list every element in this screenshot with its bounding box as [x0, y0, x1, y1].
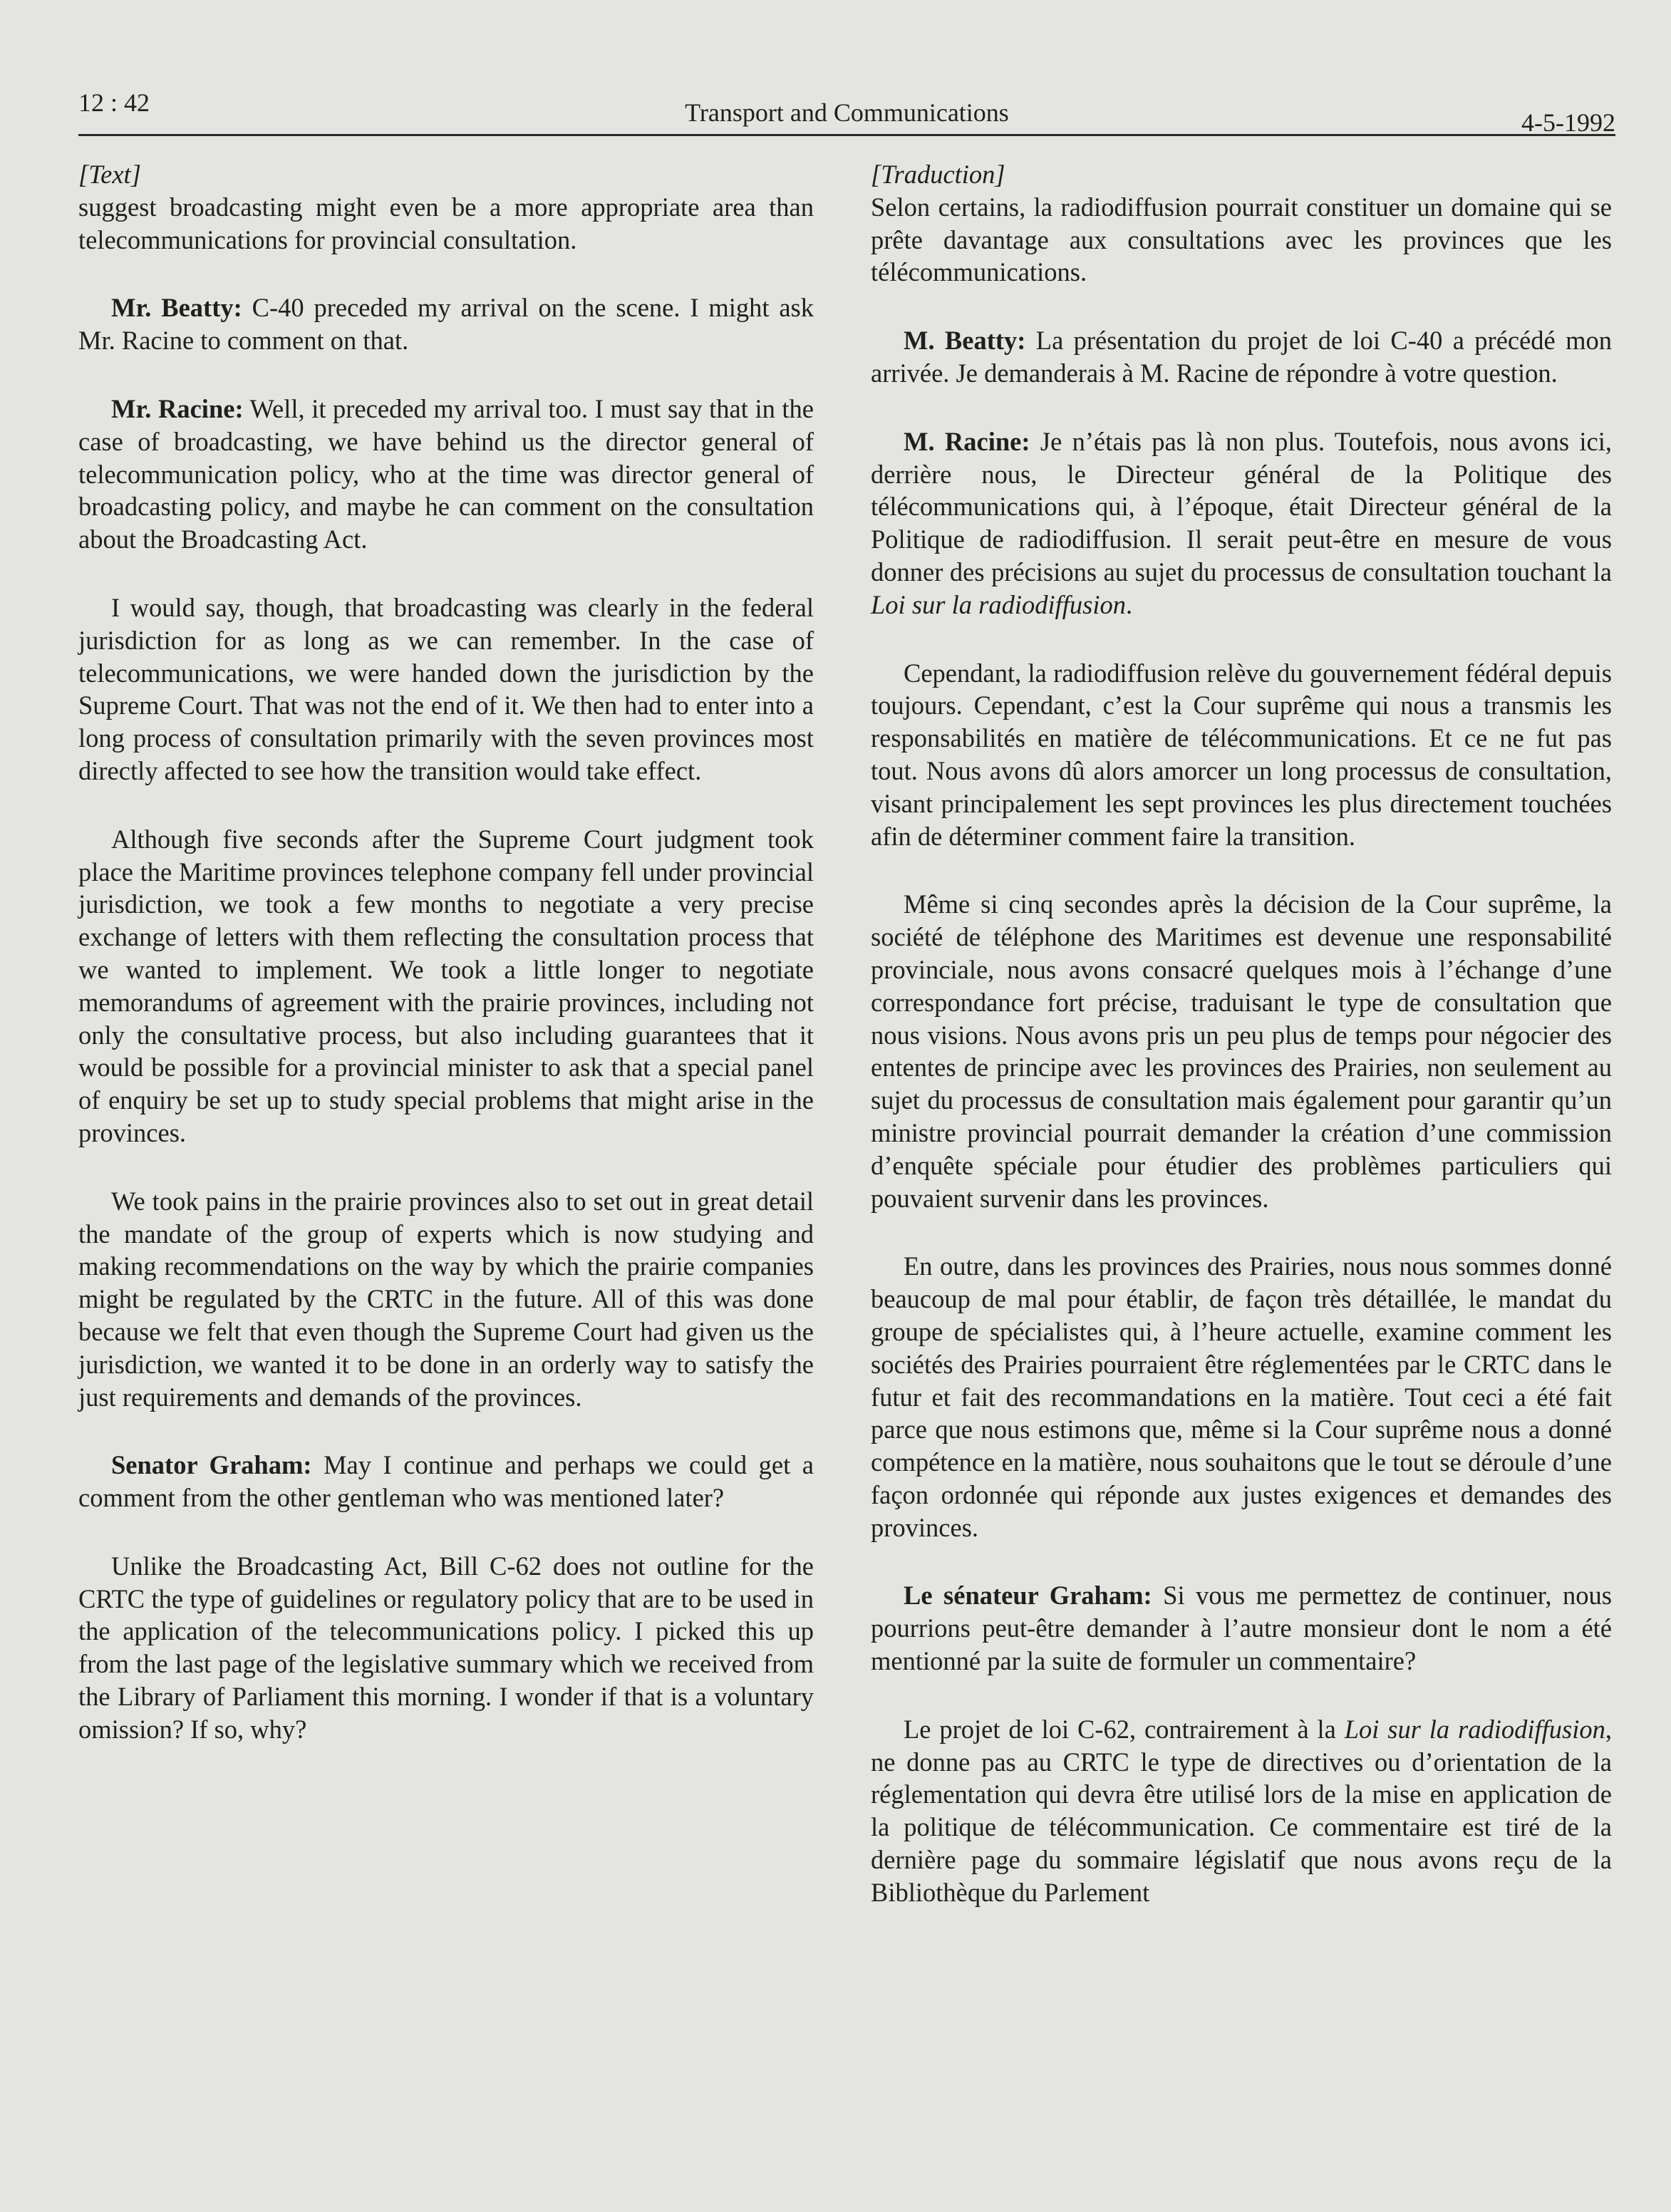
speaker-paragraph: Le sénateur Graham: Si vous me permettez de continuer, nous pourrions peut-être demander à l’autre monsieur dont le nom a été mentionné par la suite de formuler un commentaire?: [871, 1581, 1612, 1676]
language-tag: [Text]: [78, 160, 141, 189]
speaker-paragraph: Mr. Racine: Well, it preceded my arrival too. I must say that in the case of broadcasting, we have behind us the director general of telecommunication policy, who at the time was director general of broadcasting policy, and maybe he can comment on the consultation about the Broadcasting Act.: [78, 393, 814, 554]
speaker-paragraph: Mr. Beatty: C-40 preceded my arrival on the scene. I might ask Mr. Racine to comment on that.: [78, 293, 814, 356]
page-header: [78, 80, 1615, 136]
speaker-paragraph: M. Racine: Je n’étais pas là non plus. Toutefois, nous avons ici, derrière nous, le Directeur général de la Politique des télécommunications qui, à l’époque, était Directeur général de la Politique de radiodiffusion. Il serait peut-être en mesure de vous donner des précisions au sujet du processus de consultation touchant la Loi sur la radiodiffusion.: [871, 426, 1613, 619]
issue-date: 4-5-1992: [1521, 108, 1615, 137]
paragraph: Cependant, la radiodiffusion relève du gouvernement fédéral depuis toujours. Cependant, c’est la Cour suprême qui nous a transmis les responsabilités en matière de télécommunications. Et ce ne fut pas tout. Nous avons dû alors amorcer un long processus de consultation, visant principalement les sept provinces les plus directement touchées afin de déterminer comment faire la transition.: [871, 658, 1612, 851]
paragraph: We took pains in the prairie provinces also to set out in great detail the mandate of the group of experts which is now studying and making recommendations on the way by which the prairie companies might be regulated by the CRTC in the future. All of this was done because we felt that even though the Supreme Court had given us the jurisdiction, we wanted it to be done in an orderly way to satisfy the just requirements and demands of the provinces.: [78, 1186, 814, 1412]
language-tag: [Traduction]: [871, 160, 1005, 189]
paragraph: Selon certains, la radiodiffusion pourrait constituer un domaine qui se prête davantage aux consultations avec les provinces que les télécommunications.: [871, 192, 1612, 287]
speaker-paragraph: Senator Graham: May I continue and perhaps we could get a comment from the other gentleman who was mentioned later?: [78, 1450, 814, 1513]
french-column: [871, 158, 1612, 1945]
speaker-name: Mr. Beatty:: [111, 293, 242, 323]
speaker-name: Senator Graham:: [111, 1450, 312, 1480]
speaker-name: Le sénateur Graham:: [904, 1581, 1152, 1611]
speaker-name: M. Racine:: [904, 426, 1030, 456]
paragraph: En outre, dans les provinces des Prairies, nous nous sommes donné beaucoup de mal pour établir, de façon très détaillée, le mandat du groupe de spécialistes qui, à l’heure actuelle, examine comment les sociétés des Prairies pourraient être réglementées par le CRTC dans le futur et fait des recommandations en la matière. Tout ceci a été fait parce que nous estimons que, même si la Cour suprême nous a donné compétence en la matière, nous souhaitons que le tout se déroule d’une façon ordonnée qui réponde aux justes exigences et demandes des provinces.: [871, 1251, 1612, 1542]
paragraph: Le projet de loi C-62, contrairement à la Loi sur la radiodiffusion, ne donne pas au CRTC le type de directives ou d’orientation de la réglementation qui devra être utilisé lors de la mise en application de la politique de télécommunication. Ce commentaire est tiré de la dernière page du sommaire législatif que nous avons reçu de la Bibliothèque du Parlement: [871, 1714, 1612, 1907]
page-number: 12 : 42: [78, 88, 150, 117]
speaker-name: M. Beatty:: [904, 326, 1026, 356]
english-column: [78, 158, 814, 1782]
running-title: Transport and Communications: [685, 98, 1009, 127]
paragraph: Although five seconds after the Supreme Court judgment took place the Maritime provinces telephone company fell under provincial jurisdiction, we took a few months to negotiate a very precise exchange of letters with them reflecting the consultation process that we wanted to implement. We took a little longer to negotiate memorandums of agreement with the prairie provinces, including not only the consultative process, but also including guarantees that it would be possible for a provincial minister to ask that a special panel of enquiry be set up to study special problems that might arise in the provinces.: [78, 824, 814, 1147]
paragraph: I would say, though, that broadcasting was clearly in the federal jurisdiction for as long as we can remember. In the case of telecommunications, we were handed down the jurisdiction by the Supreme Court. That was not the end of it. We then had to enter into a long process of consultation primarily with the seven provinces most directly affected to see how the transition would take effect.: [78, 592, 814, 785]
paragraph: suggest broadcasting might even be a more appropriate area than telecommunications for provincial consultation.: [78, 192, 814, 254]
paragraph: Unlike the Broadcasting Act, Bill C-62 does not outline for the CRTC the type of guidelines or regulatory policy that are to be used in the application of the telecommunications policy. I picked this up from the last page of the legislative summary which we received from the Library of Parliament this morning. I wonder if that is a voluntary omission? If so, why?: [78, 1551, 814, 1744]
speaker-paragraph: M. Beatty: La présentation du projet de loi C-40 a précédé mon arrivée. Je demanderais à M. Racine de répondre à votre question.: [871, 326, 1612, 388]
speaker-name: Mr. Racine:: [111, 393, 244, 423]
paragraph: Même si cinq secondes après la décision de la Cour suprême, la société de téléphone des Maritimes est devenue une responsabilité provinciale, nous avons consacré quelques mois à l’échange d’une correspondance fort précise, traduisant le type de consultation que nous visions. Nous avons pris un peu plus de temps pour négocier des ententes de principe avec les provinces des Prairies, non seulement au sujet du processus de consultation mais également pour garantir qu’un ministre provincial pourrait demander la création d’une commission d’enquête spéciale pour étudier des problèmes particuliers qui pouvaient survenir dans les provinces.: [871, 889, 1612, 1213]
